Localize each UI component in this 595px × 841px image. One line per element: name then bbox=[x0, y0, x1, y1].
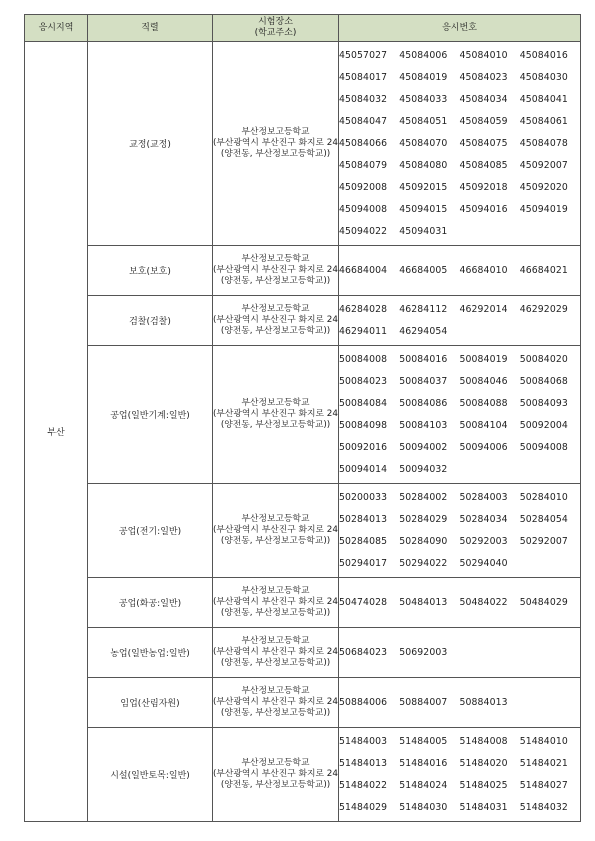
exam-number-grid bbox=[339, 349, 580, 481]
exam-number: 50484029 bbox=[519, 596, 568, 608]
venue-text: 부산정보고등학교 (부산광역시 부산진구 화지로 24 (양전동, 부산정보고등학교)) bbox=[213, 586, 338, 618]
exam-number: 50474028 bbox=[339, 596, 388, 608]
venue-text: 부산정보고등학교 (부산광역시 부산진구 화지로 24 (양전동, 부산정보고등학교)) bbox=[213, 127, 338, 159]
exam-number: 50294022 bbox=[399, 557, 448, 569]
table-row bbox=[25, 346, 581, 484]
exam-number: 45084047 bbox=[339, 115, 388, 127]
table-row bbox=[25, 296, 581, 346]
exam-number: 51484010 bbox=[519, 735, 568, 747]
exam-numbers-cell bbox=[339, 628, 581, 678]
exam-number: 50094002 bbox=[399, 441, 448, 453]
exam-number: 45092008 bbox=[339, 181, 388, 193]
job-cell: 공업(전기:일반) bbox=[88, 484, 213, 578]
exam-number-grid bbox=[339, 692, 580, 714]
exam-number: 50084104 bbox=[459, 419, 508, 431]
exam-number: 45092015 bbox=[399, 181, 448, 193]
exam-number: 45094031 bbox=[399, 225, 448, 237]
exam-numbers-cell bbox=[339, 296, 581, 346]
table-row bbox=[25, 246, 581, 296]
exam-number: 51484013 bbox=[339, 757, 388, 769]
exam-numbers-cell bbox=[339, 484, 581, 578]
exam-number: 45084080 bbox=[399, 159, 448, 171]
exam-numbers-cell bbox=[339, 728, 581, 822]
exam-number: 50094006 bbox=[459, 441, 508, 453]
header-row bbox=[25, 15, 581, 42]
exam-number: 50292007 bbox=[519, 535, 568, 547]
job-cell: 공업(일반기계:일반) bbox=[88, 346, 213, 484]
exam-number: 50884006 bbox=[339, 696, 388, 708]
venue-text: 부산정보고등학교 (부산광역시 부산진구 화지로 24 (양전동, 부산정보고등학교)) bbox=[213, 686, 338, 718]
table-row bbox=[25, 42, 581, 246]
exam-number: 45084016 bbox=[519, 49, 568, 61]
exam-number: 45084066 bbox=[339, 137, 388, 149]
exam-number: 50284054 bbox=[519, 513, 568, 525]
header-venue-line2: (학교주소) bbox=[254, 28, 297, 38]
header-numbers: 응시번호 bbox=[339, 15, 581, 42]
exam-number: 50284013 bbox=[339, 513, 388, 525]
exam-number: 46294054 bbox=[399, 325, 448, 337]
exam-number: 46284028 bbox=[339, 303, 388, 315]
venue-cell bbox=[213, 42, 339, 246]
exam-number: 50084084 bbox=[339, 397, 388, 409]
exam-numbers-cell bbox=[339, 346, 581, 484]
exam-number: 45084023 bbox=[459, 71, 508, 83]
exam-number: 50692003 bbox=[399, 646, 448, 658]
venue-text: 부산정보고등학교 (부산광역시 부산진구 화지로 24 (양전동, 부산정보고등학교)) bbox=[213, 636, 338, 668]
exam-number: 50284002 bbox=[399, 491, 448, 503]
exam-number: 45092020 bbox=[519, 181, 568, 193]
exam-number: 50084046 bbox=[459, 375, 508, 387]
exam-number: 50084037 bbox=[399, 375, 448, 387]
exam-number: 50484022 bbox=[459, 596, 508, 608]
table-row bbox=[25, 578, 581, 628]
exam-number: 50284034 bbox=[459, 513, 508, 525]
exam-numbers-cell bbox=[339, 678, 581, 728]
exam-number: 45084051 bbox=[399, 115, 448, 127]
exam-number: 45084079 bbox=[339, 159, 388, 171]
venue-text: 부산정보고등학교 (부산광역시 부산진구 화지로 24 (양전동, 부산정보고등학교)) bbox=[213, 758, 338, 790]
job-cell: 보호(보호) bbox=[88, 246, 213, 296]
exam-number: 50292003 bbox=[459, 535, 508, 547]
job-cell: 임업(산림자원) bbox=[88, 678, 213, 728]
exam-number-grid bbox=[339, 299, 580, 343]
venue-text: 부산정보고등학교 (부산광역시 부산진구 화지로 24 (양전동, 부산정보고등학교)) bbox=[213, 304, 338, 336]
exam-number: 45084078 bbox=[519, 137, 568, 149]
exam-number: 45084085 bbox=[459, 159, 508, 171]
exam-number: 45084070 bbox=[399, 137, 448, 149]
exam-number: 45094019 bbox=[519, 203, 568, 215]
exam-number: 50084098 bbox=[339, 419, 388, 431]
exam-number: 50084088 bbox=[459, 397, 508, 409]
header-region: 응시지역 bbox=[25, 15, 88, 42]
table-row bbox=[25, 728, 581, 822]
exam-number: 45084059 bbox=[459, 115, 508, 127]
exam-number: 46294011 bbox=[339, 325, 388, 337]
exam-number: 45084041 bbox=[519, 93, 568, 105]
exam-number: 50094014 bbox=[339, 463, 388, 475]
job-cell: 검찰(검찰) bbox=[88, 296, 213, 346]
exam-number: 51484032 bbox=[519, 801, 568, 813]
venue-cell bbox=[213, 578, 339, 628]
exam-number-grid bbox=[339, 260, 580, 282]
exam-number: 50884007 bbox=[399, 696, 448, 708]
venue-cell bbox=[213, 628, 339, 678]
exam-number-grid bbox=[339, 45, 580, 243]
job-cell: 농업(일반농업:일반) bbox=[88, 628, 213, 678]
exam-number: 50284010 bbox=[519, 491, 568, 503]
venue-cell bbox=[213, 346, 339, 484]
exam-number: 50084103 bbox=[399, 419, 448, 431]
exam-number: 51484008 bbox=[459, 735, 508, 747]
exam-number-grid bbox=[339, 642, 580, 664]
exam-number: 50094032 bbox=[399, 463, 448, 475]
region-cell: 부산 bbox=[25, 42, 88, 822]
header-venue-line1: 시험장소 bbox=[258, 17, 293, 27]
exam-number-grid bbox=[339, 731, 580, 819]
exam-number: 46684005 bbox=[399, 264, 448, 276]
venue-cell bbox=[213, 678, 339, 728]
exam-numbers-cell bbox=[339, 246, 581, 296]
exam-number-grid bbox=[339, 487, 580, 575]
exam-numbers-cell bbox=[339, 578, 581, 628]
exam-number: 50084019 bbox=[459, 353, 508, 365]
venue-cell bbox=[213, 246, 339, 296]
exam-number: 45094016 bbox=[459, 203, 508, 215]
exam-number: 45092007 bbox=[519, 159, 568, 171]
exam-number: 50284085 bbox=[339, 535, 388, 547]
exam-number: 51484027 bbox=[519, 779, 568, 791]
venue-cell bbox=[213, 484, 339, 578]
exam-number: 46292029 bbox=[519, 303, 568, 315]
exam-number: 50084016 bbox=[399, 353, 448, 365]
exam-number: 51484031 bbox=[459, 801, 508, 813]
exam-number: 50284090 bbox=[399, 535, 448, 547]
exam-number: 45092018 bbox=[459, 181, 508, 193]
exam-number: 45084006 bbox=[399, 49, 448, 61]
job-cell: 교정(교정) bbox=[88, 42, 213, 246]
table-row bbox=[25, 628, 581, 678]
exam-number: 45084061 bbox=[519, 115, 568, 127]
exam-number: 45084034 bbox=[459, 93, 508, 105]
exam-number: 50684023 bbox=[339, 646, 388, 658]
exam-number: 50092016 bbox=[339, 441, 388, 453]
exam-number: 50084020 bbox=[519, 353, 568, 365]
venue-cell bbox=[213, 296, 339, 346]
header-venue bbox=[213, 15, 339, 42]
exam-number: 50094008 bbox=[519, 441, 568, 453]
exam-number: 45094008 bbox=[339, 203, 388, 215]
exam-number: 45094015 bbox=[399, 203, 448, 215]
table-row bbox=[25, 484, 581, 578]
table-row bbox=[25, 678, 581, 728]
exam-number: 45084019 bbox=[399, 71, 448, 83]
exam-number: 51484030 bbox=[399, 801, 448, 813]
exam-number: 45057027 bbox=[339, 49, 388, 61]
exam-venue-table bbox=[24, 14, 581, 822]
exam-number: 51484022 bbox=[339, 779, 388, 791]
venue-text: 부산정보고등학교 (부산광역시 부산진구 화지로 24 (양전동, 부산정보고등학교)) bbox=[213, 254, 338, 286]
exam-number: 51484029 bbox=[339, 801, 388, 813]
exam-number: 45084030 bbox=[519, 71, 568, 83]
exam-number: 50200033 bbox=[339, 491, 388, 503]
exam-number: 50484013 bbox=[399, 596, 448, 608]
exam-number: 45084010 bbox=[459, 49, 508, 61]
venue-text: 부산정보고등학교 (부산광역시 부산진구 화지로 24 (양전동, 부산정보고등학교)) bbox=[213, 514, 338, 546]
exam-number: 45084033 bbox=[399, 93, 448, 105]
job-cell: 공업(화공:일반) bbox=[88, 578, 213, 628]
exam-number: 50294040 bbox=[459, 557, 508, 569]
venue-text: 부산정보고등학교 (부산광역시 부산진구 화지로 24 (양전동, 부산정보고등학교)) bbox=[213, 398, 338, 430]
exam-number: 51484005 bbox=[399, 735, 448, 747]
exam-number: 50294017 bbox=[339, 557, 388, 569]
exam-number: 51484016 bbox=[399, 757, 448, 769]
exam-number: 50284029 bbox=[399, 513, 448, 525]
exam-number: 50284003 bbox=[459, 491, 508, 503]
exam-number: 51484024 bbox=[399, 779, 448, 791]
exam-number: 45084032 bbox=[339, 93, 388, 105]
exam-number: 51484003 bbox=[339, 735, 388, 747]
exam-number: 46684010 bbox=[459, 264, 508, 276]
exam-number: 50092004 bbox=[519, 419, 568, 431]
exam-number: 46292014 bbox=[459, 303, 508, 315]
exam-number: 51484025 bbox=[459, 779, 508, 791]
exam-number: 46684004 bbox=[339, 264, 388, 276]
exam-number: 51484021 bbox=[519, 757, 568, 769]
exam-number: 50084086 bbox=[399, 397, 448, 409]
venue-cell bbox=[213, 728, 339, 822]
exam-number: 50884013 bbox=[459, 696, 508, 708]
exam-number: 50084023 bbox=[339, 375, 388, 387]
header-job: 직렬 bbox=[88, 15, 213, 42]
exam-number: 45084075 bbox=[459, 137, 508, 149]
exam-number: 51484020 bbox=[459, 757, 508, 769]
exam-number: 50084093 bbox=[519, 397, 568, 409]
job-cell: 시설(일반토목:일반) bbox=[88, 728, 213, 822]
exam-number: 46684021 bbox=[519, 264, 568, 276]
exam-number: 45084017 bbox=[339, 71, 388, 83]
exam-number-grid bbox=[339, 592, 580, 614]
exam-number: 45094022 bbox=[339, 225, 388, 237]
exam-number: 50084068 bbox=[519, 375, 568, 387]
exam-number: 50084008 bbox=[339, 353, 388, 365]
exam-number: 46284112 bbox=[399, 303, 448, 315]
exam-numbers-cell bbox=[339, 42, 581, 246]
table-body bbox=[25, 42, 581, 822]
